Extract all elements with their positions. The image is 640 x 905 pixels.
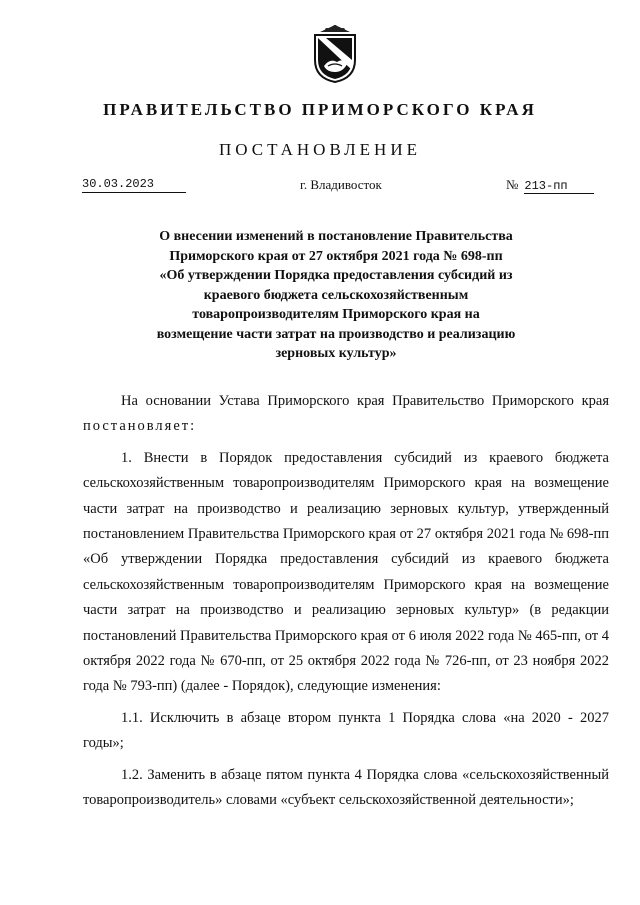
coat-of-arms-emblem — [310, 22, 360, 84]
intro-text: На основании Устава Приморского края Правительство Приморского края — [121, 393, 609, 409]
document-city: г. Владивосток — [300, 177, 382, 192]
subject-line: «Об утверждении Порядка предоставления субсидий из — [159, 268, 513, 283]
paragraph-1-1: 1.1. Исключить в абзаце втором пункта 1 Порядка слова «на 2020 - 2027 годы»; — [83, 709, 609, 752]
subject-line: О внесении изменений в постановление Правительства — [159, 229, 513, 244]
subject-line: краевого бюджета сельскохозяйственным — [203, 287, 469, 303]
subject-line: Приморского края от 27 октября 2021 года № 698-пп — [169, 248, 503, 264]
document-body — [83, 389, 609, 814]
decision-word: постановляет: — [83, 418, 197, 435]
number-sign: № — [506, 177, 519, 192]
number-value: 213-пп — [524, 179, 594, 194]
subject-line: возмещение части затрат на производство и реализацию — [156, 326, 516, 342]
document-subject — [120, 227, 552, 364]
paragraph-1-2: 1.2. Заменить в абзаце пятом пункта 4 Порядка слова «сельскохозяйственный товаропроизводитель» словами «субъект сельскохозяйственной деятельности»; — [83, 766, 609, 809]
government-title: ПРАВИТЕЛЬСТВО ПРИМОРСКОГО КРАЯ — [103, 100, 537, 119]
paragraph-1: 1. Внести в Порядок предоставления субсидий из краевого бюджета сельскохозяйственным товаропроизводителям Приморского края на возмещение части затрат на производство и реализацию зерновых культур, утвержденный постановлением Правительства Приморского края от 27 октября 2021 года № 698-пп «Об утверждении Порядка предоставления субсидий из краевого бюджета сельскохозяйственным товаропроизводителям Приморского края на возмещение части затрат на производство и реализацию зерновых культур» (в редакции постановлений Правительства Приморского края от 6 июля 2022 года № 465-пп, от 4 октября 2022 года № 670-пп, от 25 октября 2022 года № 726-пп, от 23 ноября 2022 года № 793-пп) (далее - Порядок), следующие изменения: — [83, 449, 609, 695]
intro-paragraph — [83, 389, 609, 440]
document-number — [506, 177, 594, 194]
document-date: 30.03.2023 — [82, 177, 186, 193]
document-type: ПОСТАНОВЛЕНИЕ — [218, 140, 421, 159]
subject-line: товаропроизводителям Приморского края на — [192, 307, 480, 322]
subject-line: зерновых культур» — [275, 346, 397, 361]
